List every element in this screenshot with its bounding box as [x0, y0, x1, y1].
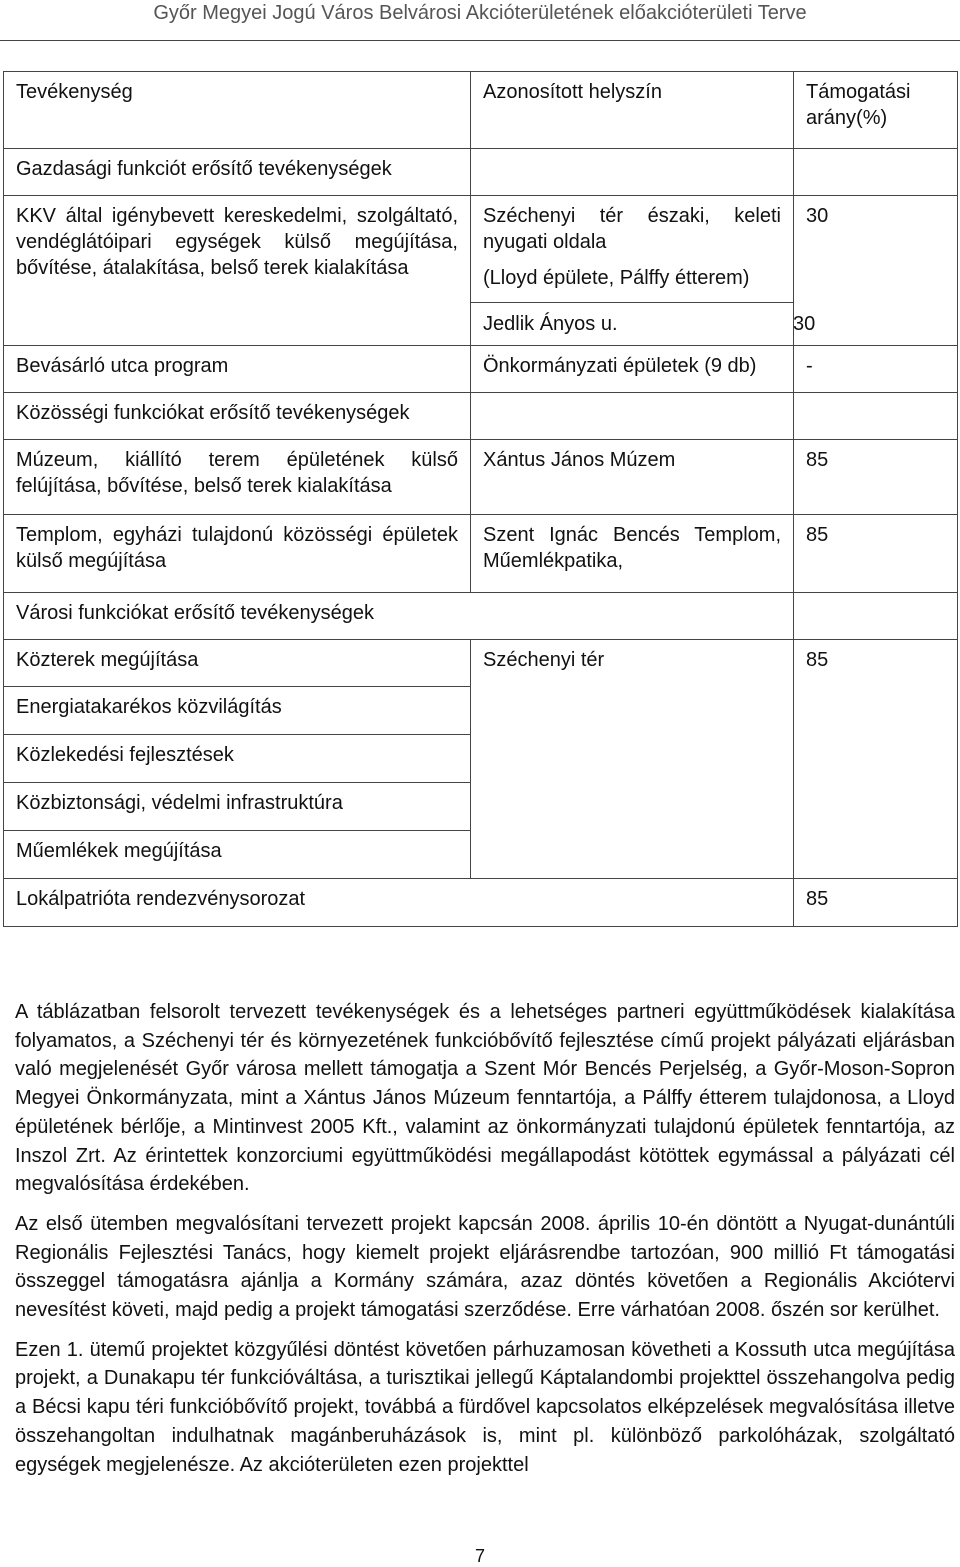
paragraph-first-phase: Az első ütemben megvalósítani tervezett projekt kapcsán 2008. április 10-én döntött a Nyugat-dunántúli Regionális Fejlesztési Tanács, hogy kiemelt projekt eljárásrendbe tartozóan, 900 millió Ft támogatási összeggel támogatásra ajánlja a Kormány számára, azaz döntés követően a Regionális Akciótervi nevesítést követi, majd pedig a projekt támogatási szerződése. Erre várhatóan 2008. őszén sor kerülhet. — [15, 1212, 955, 1322]
church-location-text: Szent Ignác Bencés Templom, Műemlékpatika, — [483, 524, 781, 572]
kkv-location-jedlik-label: Jedlik Ányos u. — [483, 313, 618, 335]
museum-activity — [4, 440, 471, 515]
section-row-economic — [4, 149, 958, 196]
kkv-activity — [4, 196, 471, 346]
public-location-text: Széchenyi tér — [483, 649, 605, 671]
kkv-location-line1: Széchenyi tér északi, keleti nyugati oldala — [483, 205, 781, 253]
section-city-rate — [794, 593, 958, 640]
table-row — [4, 879, 958, 927]
transport-activity: Közlekedési fejlesztések — [4, 735, 471, 783]
kkv-location-line2: (Lloyd épülete, Pálffy étterem) — [483, 267, 750, 289]
shopping-location: Önkormányzati épületek (9 db) — [471, 346, 794, 393]
kkv-location-jedlik — [471, 302, 816, 345]
section-community: Közösségi funkciókat erősítő tevékenységek — [4, 393, 471, 440]
security-activity: Közbiztonsági, védelmi infrastruktúra — [4, 783, 471, 831]
section-economic-location — [471, 149, 794, 196]
church-activity-text: Templom, egyházi tulajdonú közösségi épületek külső megújítása — [16, 524, 458, 572]
section-community-location — [471, 393, 794, 440]
header-activity: Tevékenység — [4, 72, 471, 149]
activity-table — [3, 71, 958, 927]
section-city: Városi funkciókat erősítő tevékenységek — [4, 593, 794, 640]
section-row-city — [4, 593, 958, 640]
kkv-rate-value: 30 — [806, 205, 829, 227]
paragraph-partners: A táblázatban felsorolt tervezett tevékenységek és a lehetséges partneri együttműködések kialakítása folyamatos, a Széchenyi tér és környezetének funkcióbővítő fejlesztése című projekt pályázati eljárásban való megjelenését Győr városa mellett támogatja a Szent Mór Bencés Perjelség, a Győr-Moson-Sopron Megyei Önkormányzata, mint a Xántus János Múzeum fenntartója, a Pálffy étterem tulajdonosa, a Lloyd épületének bérlője, a Mintinvest 2005 Kft., valamint az önkormányzati tulajdonú épületek fenntartója, az Inszol Zrt. Az érintettek konzorciumi együttműködési megállapodást kötöttek egymással a pályázati cél megvalósítása érdekében. — [15, 1001, 955, 1196]
public-location — [471, 640, 794, 879]
page-header: Győr Megyei Jogú Város Belvárosi Akcióterületének előakcióterületi Terve — [153, 2, 807, 24]
church-location — [471, 515, 794, 593]
church-activity — [4, 515, 471, 593]
table-header-row — [4, 72, 958, 149]
events-activity: Lokálpatrióta rendezvénysorozat — [4, 879, 794, 927]
paragraph-next-projects: Ezen 1. ütemű projektet közgyűlési döntést követően párhuzamosan követheti a Kossuth utca megújítása projekt, a Dunakapu tér funkcióváltása, a turisztikai jellegű Káptalandombi projekttel összehangolva pedig a Bécsi kapu téri funkcióbővítő projekt, továbbá a fürdővel kapcsolatos elképzelések megvalósítása illetve összehangoltan indulhatnak magánberuházások is, mint pl. különböző parkolóházak, szolgáltató egységek megjelenésze. Az akcióterületen ezen projekttel — [15, 1338, 955, 1476]
page-number: 7 — [474, 1546, 485, 1566]
shopping-rate: - — [794, 346, 958, 393]
table-row — [4, 440, 958, 515]
section-economic: Gazdasági funkciót erősítő tevékenységek — [4, 149, 471, 196]
museum-location: Xántus János Múzem — [471, 440, 794, 515]
public-rate-text: 85 — [806, 649, 829, 671]
header-rule — [0, 40, 960, 41]
table-row — [4, 346, 958, 393]
shopping-activity: Bevásárló utca program — [4, 346, 471, 393]
kkv-activity-text: KKV által igénybevett kereskedelmi, szolgáltató, vendéglátóipari egységek külső megújítása, bővítése, átalakítása, belső terek kialakítása — [16, 205, 458, 279]
body-text — [15, 998, 955, 1490]
museum-rate: 85 — [794, 440, 958, 515]
header-location: Azonosított helyszín — [471, 72, 794, 149]
monument-activity: Műemlékek megújítása — [4, 831, 471, 879]
public-activity: Közterek megújítása — [4, 640, 471, 687]
events-rate: 85 — [794, 879, 958, 927]
kkv-rate-jedlik: 30 — [793, 313, 816, 335]
church-rate: 85 — [794, 515, 958, 593]
table-row — [4, 640, 958, 687]
header-rate: Támogatási arány(%) — [794, 72, 958, 149]
lighting-activity: Energiatakarékos közvilágítás — [4, 687, 471, 735]
public-rate — [794, 640, 958, 879]
kkv-location — [471, 196, 816, 346]
kkv-location-jedlik-row — [483, 311, 816, 337]
table-row — [4, 196, 958, 346]
museum-activity-text: Múzeum, kiállító terem épületének külső felújítása, bővítése, belső terek kialakítása — [16, 449, 458, 497]
section-economic-rate — [794, 149, 958, 196]
table-row — [4, 515, 958, 593]
section-community-rate — [794, 393, 958, 440]
section-row-community — [4, 393, 958, 440]
